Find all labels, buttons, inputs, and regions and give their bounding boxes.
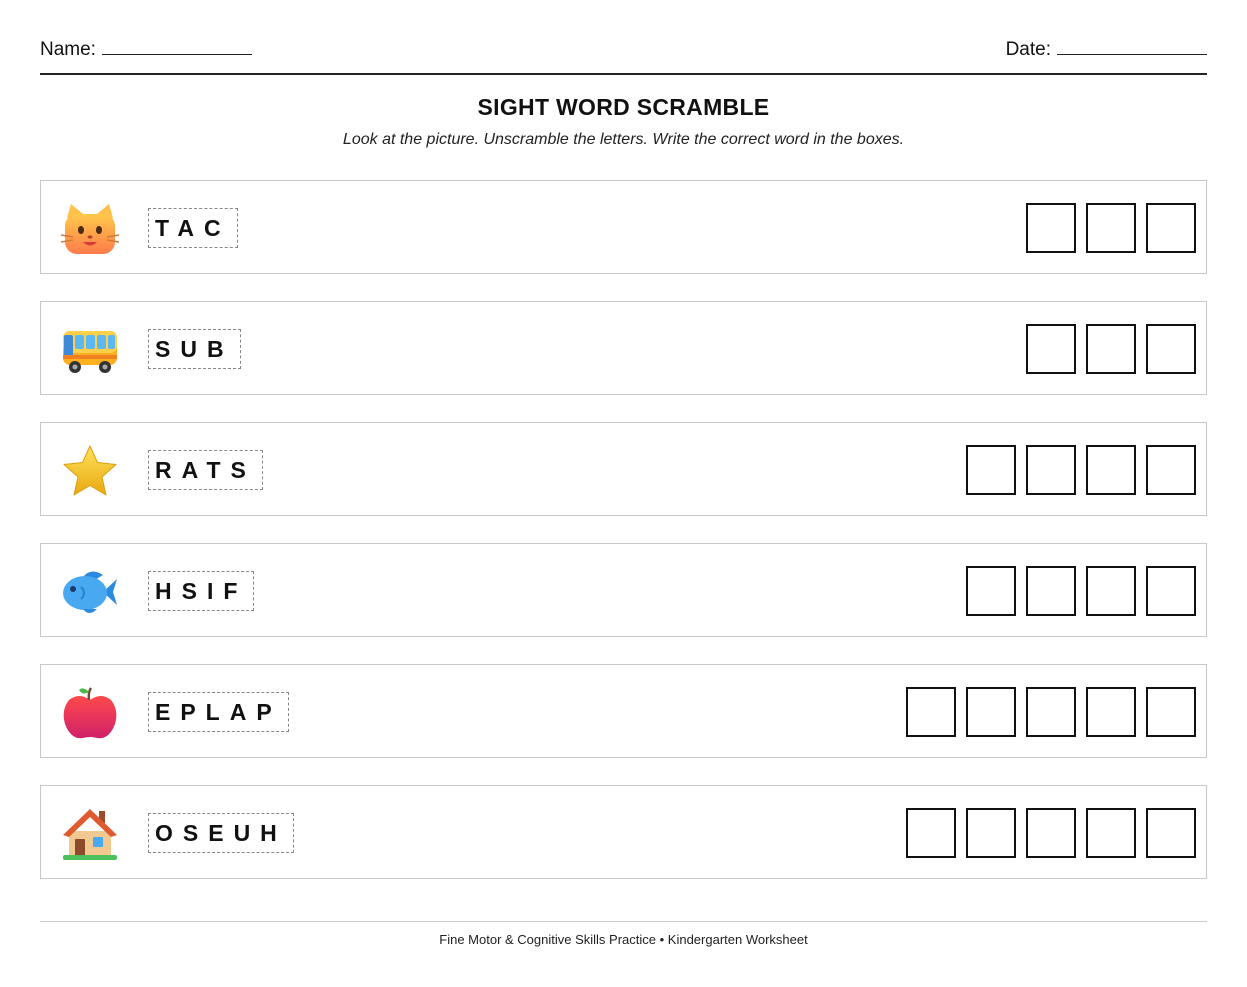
scrambled-letters: EPLAP bbox=[148, 692, 289, 732]
answer-box[interactable] bbox=[1026, 566, 1076, 616]
answer-boxes bbox=[966, 445, 1196, 495]
name-line[interactable] bbox=[102, 38, 252, 55]
answer-box[interactable] bbox=[1026, 445, 1076, 495]
answer-box[interactable] bbox=[1146, 808, 1196, 858]
answer-box[interactable] bbox=[1146, 566, 1196, 616]
answer-box[interactable] bbox=[966, 566, 1016, 616]
apple-icon bbox=[61, 686, 119, 740]
scramble-row bbox=[40, 664, 1207, 758]
answer-box[interactable] bbox=[1086, 566, 1136, 616]
scrambled-letters: SUB bbox=[148, 329, 241, 369]
worksheet-header bbox=[40, 36, 1207, 75]
scramble-row bbox=[40, 301, 1207, 395]
answer-box[interactable] bbox=[1086, 324, 1136, 374]
answer-boxes bbox=[906, 808, 1196, 858]
answer-boxes bbox=[1026, 324, 1196, 374]
scrambled-letters: HSIF bbox=[148, 571, 254, 611]
answer-box[interactable] bbox=[906, 687, 956, 737]
answer-boxes bbox=[1026, 203, 1196, 253]
name-label: Name: bbox=[40, 39, 96, 60]
answer-box[interactable] bbox=[966, 687, 1016, 737]
name-field bbox=[40, 38, 252, 61]
date-label: Date: bbox=[1005, 39, 1051, 60]
cat-icon bbox=[61, 202, 119, 256]
answer-box[interactable] bbox=[1086, 808, 1136, 858]
answer-box[interactable] bbox=[906, 808, 956, 858]
answer-box[interactable] bbox=[1086, 687, 1136, 737]
date-field bbox=[1006, 38, 1207, 61]
answer-box[interactable] bbox=[1146, 687, 1196, 737]
answer-box[interactable] bbox=[1146, 324, 1196, 374]
date-line[interactable] bbox=[1057, 38, 1207, 55]
scramble-row bbox=[40, 785, 1207, 879]
answer-box[interactable] bbox=[1026, 324, 1076, 374]
answer-box[interactable] bbox=[966, 808, 1016, 858]
answer-box[interactable] bbox=[1086, 203, 1136, 253]
answer-box[interactable] bbox=[1146, 203, 1196, 253]
worksheet-footer: Fine Motor & Cognitive Skills Practice • Kindergarten Worksheet bbox=[40, 921, 1207, 947]
house-icon bbox=[61, 807, 119, 861]
scramble-rows bbox=[40, 180, 1207, 906]
scramble-row bbox=[40, 422, 1207, 516]
star-icon bbox=[61, 444, 119, 498]
scramble-row bbox=[40, 543, 1207, 637]
answer-box[interactable] bbox=[966, 445, 1016, 495]
answer-boxes bbox=[906, 687, 1196, 737]
answer-box[interactable] bbox=[1026, 687, 1076, 737]
answer-box[interactable] bbox=[1086, 445, 1136, 495]
answer-box[interactable] bbox=[1026, 808, 1076, 858]
worksheet-title: SIGHT WORD SCRAMBLE bbox=[477, 94, 770, 120]
scrambled-letters: RATS bbox=[148, 450, 263, 490]
answer-boxes bbox=[966, 566, 1196, 616]
scrambled-letters: OSEUH bbox=[148, 813, 294, 853]
bus-icon bbox=[61, 323, 119, 377]
scramble-row bbox=[40, 180, 1207, 274]
answer-box[interactable] bbox=[1026, 203, 1076, 253]
fish-icon bbox=[61, 565, 119, 619]
answer-box[interactable] bbox=[1146, 445, 1196, 495]
instructions: Look at the picture. Unscramble the letters. Write the correct word in the boxes. bbox=[342, 131, 905, 148]
scrambled-letters: TAC bbox=[148, 208, 238, 248]
